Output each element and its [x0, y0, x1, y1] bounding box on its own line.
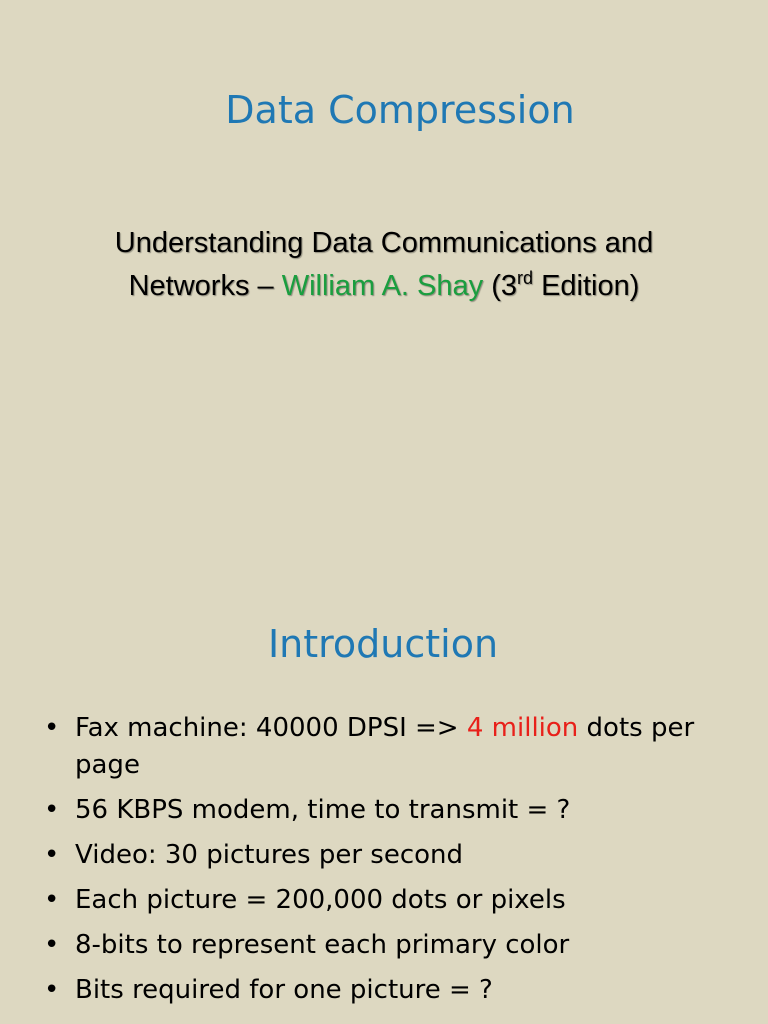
bullet-item	[44, 882, 744, 919]
bullet-dot-icon: •	[44, 795, 60, 825]
edition-ordinal-suffix: rd	[517, 268, 534, 288]
book-title-line1: Understanding Data Communications and	[114, 227, 654, 259]
bullet-dot-icon: •	[44, 713, 60, 743]
bullet-item	[44, 927, 744, 964]
book-edition-open: (3	[483, 270, 517, 302]
slide-title-data-compression: Data Compression	[225, 88, 575, 132]
book-reference	[0, 222, 768, 308]
bullet-dot-icon: •	[44, 975, 60, 1005]
bullet-dot-icon: •	[44, 930, 60, 960]
bullet-list	[44, 710, 744, 1017]
book-edition-close: Edition)	[533, 270, 640, 302]
bullet-text: Video: 30 pictures per second	[75, 840, 464, 870]
book-author: William A. Shay	[281, 270, 484, 302]
bullet-text: 56 KBPS modem, time to transmit = ?	[75, 795, 571, 825]
bullet-text-continued: dots per page	[75, 713, 695, 780]
bullet-text: Each picture = 200,000 dots or pixels	[75, 885, 566, 915]
highlight-text: 4 million	[466, 713, 579, 743]
bullet-text: Bits required for one picture = ?	[75, 975, 493, 1005]
book-title-line2: Networks –	[128, 270, 282, 302]
bullet-dot-icon: •	[44, 885, 60, 915]
slide-title-introduction: Introduction	[267, 622, 499, 666]
bullet-dot-icon: •	[44, 840, 60, 870]
bullet-item	[44, 710, 744, 784]
bullet-item	[44, 837, 744, 874]
bullet-text: Fax machine: 40000 DPSI =>	[75, 713, 467, 743]
bullet-text: 8-bits to represent each primary color	[75, 930, 570, 960]
bullet-item	[44, 972, 744, 1009]
bullet-item	[44, 792, 744, 829]
